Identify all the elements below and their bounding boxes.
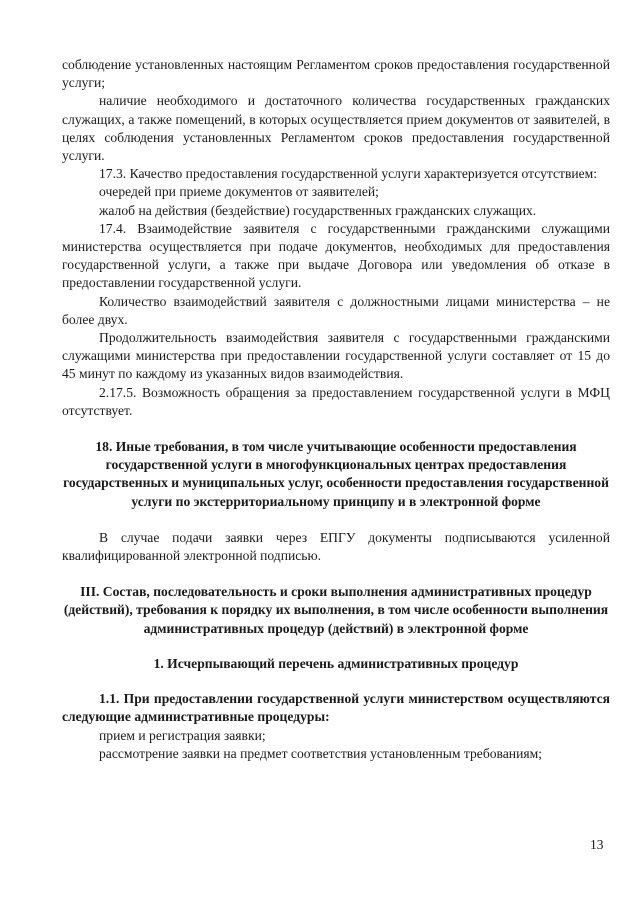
paragraph-2-17-5: 2.17.5. Возможность обращения за предоставлением государственной услуги в МФЦ отсутствует. [62,384,610,418]
paragraph-17-4: 17.4. Взаимодействие заявителя с государственными гражданскими служащими министерства осуществляется при подаче документов, необходимых для предоставления государственной услуги, а также при выдаче Договора или уведомления об отказе в предоставлении государственной услуги. [62,220,610,291]
paragraph-17-3: 17.3. Качество предоставления государственной услуги характеризуется отсутствием: [99,166,598,182]
page-content [62,56,610,763]
paragraph-epgu-signature: В случае подачи заявки через ЕПГУ документы подписываются усиленной квалифицированной электронной подписью. [62,529,610,564]
paragraph-1-1: 1.1. При предоставлении государственной услуги министерством осуществляются следующие административные процедуры: [62,691,610,725]
list-item: прием и регистрация заявки; [99,727,266,743]
paragraph-deadlines: соблюдение установленных настоящим Регламентом сроков предоставления государственной услуги; [62,57,610,91]
paragraph-staff: наличие необходимого и достаточного количества государственных гражданских служащих, а также помещений, в которых осуществляется прием документов от заявителей, в целях соблюдения установленных Регламентом сроков предоставления государственной услуги. [62,93,610,164]
paragraph-interactions-count: Количество взаимодействий заявителя с должностными лицами министерства – не более двух. [62,293,610,327]
paragraph-interaction-duration: Продолжительность взаимодействия заявителя с государственными гражданскими служащими министерства при предоставлении государственной услуги составляет от 15 до 45 минут по каждому из указанных видов взаимодействия. [62,330,610,382]
heading-procedures-list: 1. Исчерпывающий перечень административных процедур [153,655,519,671]
list-item: рассмотрение заявки на предмет соответствия установленным требованиям; [99,745,542,761]
page-number: 13 [590,837,604,852]
paragraph-complaints: жалоб на действия (бездействие) государственных гражданских служащих. [99,202,537,218]
heading-section-iii: III. Состав, последовательность и сроки выполнения административных процедур (действий), требования к порядку их выполнения, в том числе особенности выполнения административных процедур (действий) в электронной форме [63,584,609,636]
heading-section-18: 18. Иные требования, в том числе учитывающие особенности предоставления государственной услуги в многофункциональных центрах предоставления государственных и муниципальных услуг, особенности предоставления государственной услуги по экстерриториальному принципу и в электронной форме [63,439,609,509]
paragraph-queues: очередей при приеме документов от заявителей; [99,184,379,200]
